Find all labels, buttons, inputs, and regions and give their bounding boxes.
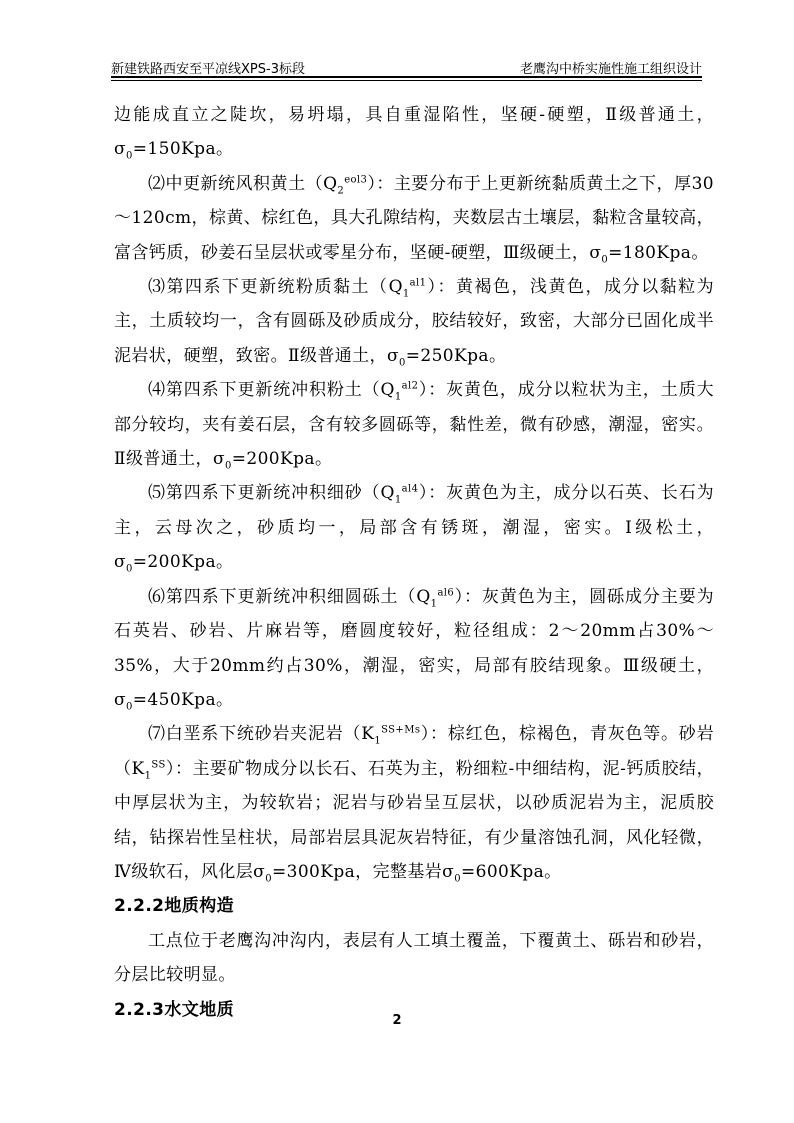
paragraph-sandstone-mudstone: ⑺白垩系下统砂岩夹泥岩$(K_1^{SS+Ms})$：棕红色，棕褐色，青灰色等。砂岩$(K_1^{SS})$：主要矿物成分以长石、石英为主，粉细粒-中细结构，泥-钙质胶结，中厚层状为主，为较软岩；泥岩与砂岩呈互层状，以砂质泥岩为主，泥质胶结，钻探岩性呈柱状，局部岩层具泥灰岩特征，有少量溶蚀孔洞，风化轻微，Ⅳ级软石，风化层$\sigma_0=300Kpa$，完整基岩$\sigma_0=600Kpa$。 [114, 724, 714, 885]
paragraph-mid-pleistocene-loess: ⑵中更新统风积黄土$(Q_2^{eol3})$：主要分布于上更新统黏质黄土之下，厚30～120cm，棕黄、棕红色，具大孔隙结构，夹数层古土壤层，黏粒含量较高，富含钙质，砂姜石呈层状或零星分布，坚硬-硬塑，Ⅲ级硬土，$\sigma_0=180Kpa$。 [114, 173, 714, 266]
document-body [114, 98, 714, 1027]
paragraph-fine-gravel: ⑹第四系下更新统冲积细圆砾土$(Q_1^{al6})$：灰黄色为主，圆砾成分主要为石英岩、砂岩、片麻岩等，磨圆度较好，粒径组成：2～20mm占30%～35%，大于20mm约占30%，潮湿，密实，局部有胶结现象。Ⅲ级硬土，$\sigma_0=450Kpa$。 [114, 586, 714, 713]
header-rule-thick [111, 76, 702, 78]
header-rule-thin [111, 80, 702, 81]
section-heading-geologic-structure: 2.2.2地质构造 [114, 896, 235, 917]
header-document-title: 老鹰沟中桥实施性施工组织设计 [519, 62, 702, 77]
page-header [111, 56, 702, 76]
paragraph-continued: 边能成直立之陡坎，易坍塌，具自重湿陷性，坚硬-硬塑，Ⅱ级普通土，$\sigma_0=150Kpa$。 [114, 105, 714, 162]
paragraph-geologic-structure: 工点位于老鹰沟冲沟内，表层有人工填土覆盖，下覆黄土、砾岩和砂岩，分层比较明显。 [114, 930, 714, 986]
paragraph-silty-clay: ⑶第四系下更新统粉质黏土$(Q_1^{al1})$：黄褐色，浅黄色，成分以黏粒为主，土质较均一，含有圆砾及砂质成分，胶结较好，致密，大部分已固化成半泥岩状，硬塑，致密。Ⅱ级普通土，$\sigma_0=250Kpa$。 [114, 277, 714, 369]
page-number: 2 [392, 1013, 402, 1028]
header-project-title: 新建铁路西安至平凉线XPS-3标段 [111, 62, 305, 77]
paragraph-fine-sand: ⑸第四系下更新统冲积细砂$(Q_1^{al4})$：灰黄色为主，成分以石英、长石为主，云母次之，砂质均一，局部含有锈斑，潮湿，密实。Ⅰ级松土，$\sigma_0=200Kpa$。 [114, 483, 714, 575]
section-heading-hydrogeology: 2.2.3水文地质 [114, 999, 235, 1020]
paragraph-alluvial-silt: ⑷第四系下更新统冲积粉土$(Q_1^{al2})$：灰黄色，成分以粒状为主，土质大部分较均，夹有姜石层，含有较多圆砾等，黏性差，微有砂感，潮湿，密实。Ⅱ级普通土，$\sigma_0=200Kpa$。 [114, 380, 714, 472]
